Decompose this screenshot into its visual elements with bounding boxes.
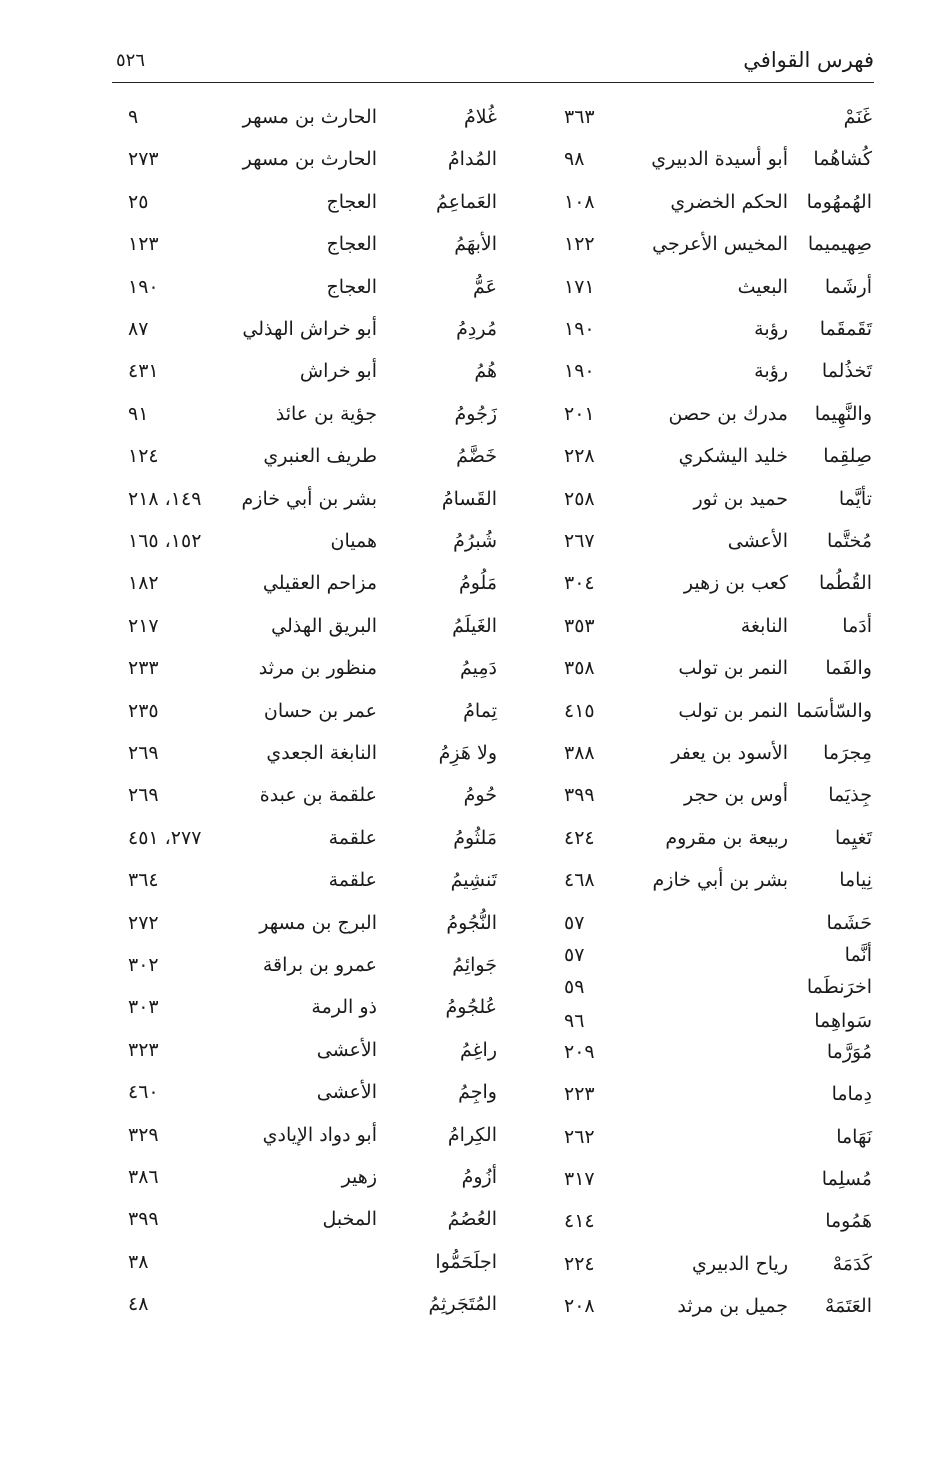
- index-entry: [80, 690, 520, 732]
- index-entry: [80, 817, 520, 859]
- entry-page: ٩٨: [564, 148, 585, 171]
- entry-word: كَدَمَهْ: [832, 1252, 872, 1275]
- entry-word: تَنشِيمُ: [450, 869, 497, 892]
- entry-poet: العجاج: [326, 233, 377, 256]
- entry-word: غُلامُ: [463, 106, 497, 128]
- entry-word: تَخذُلما: [821, 360, 872, 383]
- entry-page: ٢٥: [128, 190, 149, 213]
- entry-page: ٨٧: [128, 318, 149, 340]
- entry-page: ٩٦: [564, 1009, 585, 1032]
- entry-page: ١٧١: [564, 275, 595, 298]
- entry-poet: مزاحم العقيلي: [262, 572, 377, 595]
- entry-page: ١٩٠: [564, 360, 595, 383]
- entry-poet: رؤبة: [754, 318, 788, 340]
- index-entry: [80, 393, 520, 435]
- entry-page: ٣٢٩: [128, 1123, 159, 1146]
- entry-word: أنَّما: [844, 943, 872, 966]
- entry-poet: رؤبة: [754, 360, 788, 383]
- entry-page: ٢٦٧: [564, 530, 595, 552]
- index-entry: [80, 859, 520, 901]
- entry-page: ٣٠٤: [564, 572, 595, 595]
- entry-word: شُبرُمُ: [453, 530, 497, 552]
- entry-page: ١٠٨: [564, 190, 595, 213]
- entry-page: ٣٥٣: [564, 614, 595, 637]
- entry-word: الكِرامُ: [447, 1123, 497, 1146]
- index-entry: [80, 435, 520, 477]
- index-entry: [80, 1029, 520, 1071]
- entry-page: ١٩٠: [564, 318, 595, 340]
- entry-word: الهُمهُوما: [806, 190, 872, 213]
- entry-page: ١٢٢: [564, 233, 595, 256]
- entry-poet: البرج بن مسهر: [259, 911, 377, 934]
- entry-word: واجِمُ: [458, 1081, 497, 1104]
- entry-poet: النمر بن تولب: [678, 699, 788, 722]
- entry-poet: مدرك بن حصن: [668, 402, 788, 425]
- index-entry: [80, 96, 520, 138]
- index-entry: [80, 478, 520, 520]
- entry-page: ٣١٧: [564, 1168, 595, 1190]
- page-title: فهرس القوافي: [743, 48, 874, 72]
- entry-poet: النابغة: [740, 614, 788, 637]
- entry-page: ٢٧٣: [128, 148, 159, 171]
- index-entry: [80, 1241, 520, 1283]
- entry-word: العُصُمُ: [447, 1208, 497, 1231]
- entry-page: ٣٦٤: [128, 869, 159, 892]
- entry-page: ٤٢٤: [564, 826, 595, 849]
- page-header: [112, 42, 874, 83]
- index-entry: [80, 774, 520, 816]
- entry-page: ١٥٢، ١٦٥: [128, 530, 202, 552]
- entry-word: مَلثُومُ: [453, 826, 497, 849]
- index-entry: [80, 605, 520, 647]
- entry-poet: رياح الدبيري: [692, 1252, 788, 1275]
- entry-page: ١٤٩، ٢١٨: [128, 487, 202, 510]
- entry-poet: المخيس الأعرجي: [652, 233, 788, 256]
- entry-page: ٢٢٤: [564, 1252, 595, 1275]
- entry-poet: البريق الهذلي: [271, 614, 377, 637]
- entry-page: ٢٦٩: [128, 742, 159, 764]
- index-entry: [80, 520, 520, 562]
- entry-page: ٢٦٩: [128, 784, 159, 807]
- entry-word: حَشَما: [826, 911, 872, 934]
- entry-poet: علقمة: [328, 826, 377, 849]
- entry-word: أزُومُ: [461, 1166, 497, 1188]
- entry-page: ٥٧: [564, 911, 585, 934]
- entry-page: ٣٢٣: [128, 1038, 159, 1061]
- entry-page: ٥٧: [564, 943, 585, 966]
- entry-poet: الحارث بن مسهر: [242, 148, 377, 171]
- entry-poet: العجاج: [326, 275, 377, 298]
- entry-word: سَواهِما: [814, 1009, 872, 1032]
- index-entry: [80, 181, 520, 223]
- entry-word: هُمُ: [474, 360, 497, 383]
- entry-word: والسّأسَما: [796, 699, 872, 722]
- entry-page: ٣٠٣: [128, 996, 159, 1019]
- entry-word: عُلجُومُ: [445, 996, 497, 1019]
- entry-word: هَمُوما: [825, 1210, 872, 1233]
- entry-poet: الحارث بن مسهر: [242, 106, 377, 128]
- entry-poet: بشر بن أبي خازم: [241, 487, 377, 510]
- entry-word: والفَما: [825, 657, 872, 680]
- page-number: ٥٢٦: [116, 50, 146, 71]
- entry-word: نَهَاما: [836, 1125, 872, 1148]
- index-entry: [80, 223, 520, 265]
- entry-page: ٢٠١: [564, 402, 595, 425]
- entry-poet: كعب بن زهير: [683, 572, 788, 595]
- entry-page: ٣٥٨: [564, 657, 595, 680]
- entry-poet: خليد اليشكري: [678, 445, 788, 468]
- entry-word: المُتَجَرثِمُ: [428, 1293, 497, 1316]
- entry-poet: الأسود بن يعفر: [671, 742, 788, 764]
- entry-page: ٤٦٨: [564, 869, 595, 892]
- entry-page: ٣٠٢: [128, 954, 159, 976]
- entry-page: ٢٣٣: [128, 657, 159, 680]
- entry-page: ٤١٥: [564, 699, 595, 722]
- entry-page: ٩: [128, 106, 139, 128]
- entry-word: عَمُّ: [473, 275, 497, 298]
- entry-page: ٢٥٨: [564, 487, 595, 510]
- index-column-left: [80, 96, 520, 1326]
- entry-word: صِلقِما: [823, 445, 872, 468]
- entry-page: ٢٧٢: [128, 911, 159, 934]
- entry-word: حُومُ: [463, 784, 497, 807]
- entry-poet: أبو خراش: [299, 360, 377, 383]
- entry-word: دَمِيمُ: [459, 657, 497, 680]
- entry-word: جَوائِمُ: [452, 954, 497, 976]
- entry-page: ٤١٤: [564, 1210, 595, 1233]
- index-entry: [80, 266, 520, 308]
- entry-poet: الأعشى: [316, 1038, 377, 1061]
- entry-poet: عمرو بن براقة: [262, 954, 377, 976]
- entry-word: اخرَنطَما: [806, 975, 872, 998]
- entry-poet: البعيث: [737, 275, 788, 298]
- entry-word: راغِمُ: [459, 1038, 497, 1061]
- entry-page: ٩١: [128, 402, 149, 425]
- entry-word: الغَيلَمُ: [452, 614, 497, 637]
- entry-word: خَضَّمُ: [456, 445, 497, 468]
- entry-page: ٣٩٩: [128, 1208, 159, 1231]
- entry-poet: منظور بن مرثد: [258, 657, 377, 680]
- index-entry: [80, 1071, 520, 1113]
- entry-poet: الأعشى: [316, 1081, 377, 1104]
- entry-word: مِجرَما: [823, 742, 872, 764]
- entry-page: ١٢٤: [128, 445, 159, 468]
- index-entry: [80, 138, 520, 180]
- index-entry: [80, 902, 520, 944]
- entry-page: ٣٨٨: [564, 742, 595, 764]
- index-entry: [80, 732, 520, 774]
- entry-poet: زهير: [341, 1166, 377, 1188]
- entry-word: الأبهَمُ: [454, 233, 497, 256]
- entry-poet: هميان: [330, 530, 377, 552]
- entry-word: كُشاهُما: [813, 148, 872, 171]
- entry-word: والنَّهِيما: [814, 402, 872, 425]
- entry-page: ٤٨: [128, 1293, 149, 1316]
- entry-word: ولا هَزِمُ: [438, 742, 497, 764]
- entry-poet: أبو دواد الإيادي: [262, 1123, 377, 1146]
- entry-page: ٣٩٩: [564, 784, 595, 807]
- entry-word: غَنَمْ: [843, 106, 872, 128]
- entry-page: ٢٠٩: [564, 1040, 595, 1063]
- index-entry: [80, 1114, 520, 1156]
- entry-page: ٣٨٦: [128, 1166, 159, 1188]
- entry-word: القَسامُ: [441, 487, 497, 510]
- entry-page: ٤٣١: [128, 360, 159, 383]
- entry-word: مُختَّما: [827, 530, 872, 552]
- entry-poet: جؤية بن عائذ: [275, 402, 377, 425]
- entry-word: العَتَمَهْ: [824, 1295, 872, 1318]
- entry-page: ٢٠٨: [564, 1295, 595, 1318]
- index-entry: [80, 562, 520, 604]
- entry-word: مُوَرَّما: [826, 1040, 872, 1063]
- entry-poet: أبو أسيدة الدبيري: [651, 148, 788, 171]
- entry-poet: العجاج: [326, 190, 377, 213]
- entry-page: ٥٩: [564, 975, 585, 998]
- entry-page: ٤٦٠: [128, 1081, 159, 1104]
- entry-poet: ربيعة بن مقروم: [665, 826, 788, 849]
- entry-word: تَغيِما: [835, 826, 872, 849]
- entry-word: تَقَمقَما: [819, 318, 872, 340]
- index-entry: [80, 350, 520, 392]
- entry-poet: النمر بن تولب: [678, 657, 788, 680]
- entry-page: ٢٧٧، ٤٥١: [128, 826, 202, 849]
- entry-page: ٢٣٥: [128, 699, 159, 722]
- entry-poet: المخبل: [322, 1208, 377, 1231]
- index-entry: [80, 1198, 520, 1240]
- entry-word: النُّجُومُ: [446, 911, 497, 934]
- entry-word: نِياما: [839, 869, 872, 892]
- index-entry: [80, 1283, 520, 1325]
- entry-word: أدَما: [842, 614, 872, 637]
- index-entry: [80, 986, 520, 1028]
- entry-word: المُدامُ: [447, 148, 497, 171]
- entry-poet: جميل بن مرثد: [677, 1295, 788, 1318]
- entry-page: ٣٦٣: [564, 106, 595, 128]
- entry-page: ٣٨: [128, 1250, 149, 1273]
- entry-poet: النابغة الجعدي: [266, 742, 377, 764]
- entry-word: جِذيَما: [828, 784, 872, 807]
- entry-word: تأيَّما: [838, 487, 872, 510]
- entry-page: ٢٢٨: [564, 445, 595, 468]
- entry-poet: علقمة بن عبدة: [259, 784, 377, 807]
- index-entry: [80, 647, 520, 689]
- entry-word: العَماعِمُ: [436, 190, 497, 213]
- entry-poet: أوس بن حجر: [684, 784, 788, 807]
- entry-page: ٢١٧: [128, 614, 159, 637]
- entry-page: ١٨٢: [128, 572, 159, 595]
- entry-word: القُطُما: [818, 572, 872, 595]
- entry-word: مُسلِما: [821, 1168, 872, 1190]
- index-entry: [80, 1156, 520, 1198]
- entry-word: اجلَحَمُّوا: [435, 1250, 497, 1273]
- entry-word: تِمامُ: [463, 699, 497, 722]
- entry-poet: ذو الرمة: [311, 996, 377, 1019]
- entry-poet: أبو خراش الهذلي: [242, 318, 377, 340]
- entry-word: مَلُومُ: [458, 572, 497, 595]
- index-entry: [80, 308, 520, 350]
- entry-word: زَجُومُ: [454, 402, 497, 425]
- entry-poet: علقمة: [328, 869, 377, 892]
- entry-word: دِماما: [831, 1083, 872, 1106]
- entry-word: مُردِمُ: [456, 318, 497, 340]
- entry-page: ٢٦٢: [564, 1125, 595, 1148]
- entry-poet: الأعشى: [727, 530, 788, 552]
- entry-page: ٢٢٣: [564, 1083, 595, 1106]
- entry-poet: حميد بن ثور: [693, 487, 788, 510]
- entry-page: ١٩٠: [128, 275, 159, 298]
- entry-page: ١٢٣: [128, 233, 159, 256]
- entry-poet: الحكم الخضري: [670, 190, 788, 213]
- entry-word: صِهيميما: [807, 233, 872, 256]
- entry-poet: بشر بن أبي خازم: [652, 869, 788, 892]
- entry-word: أرشَما: [824, 275, 872, 298]
- entry-poet: طريف العنبري: [263, 445, 377, 468]
- entry-poet: عمر بن حسان: [263, 699, 377, 722]
- index-entry: [80, 944, 520, 986]
